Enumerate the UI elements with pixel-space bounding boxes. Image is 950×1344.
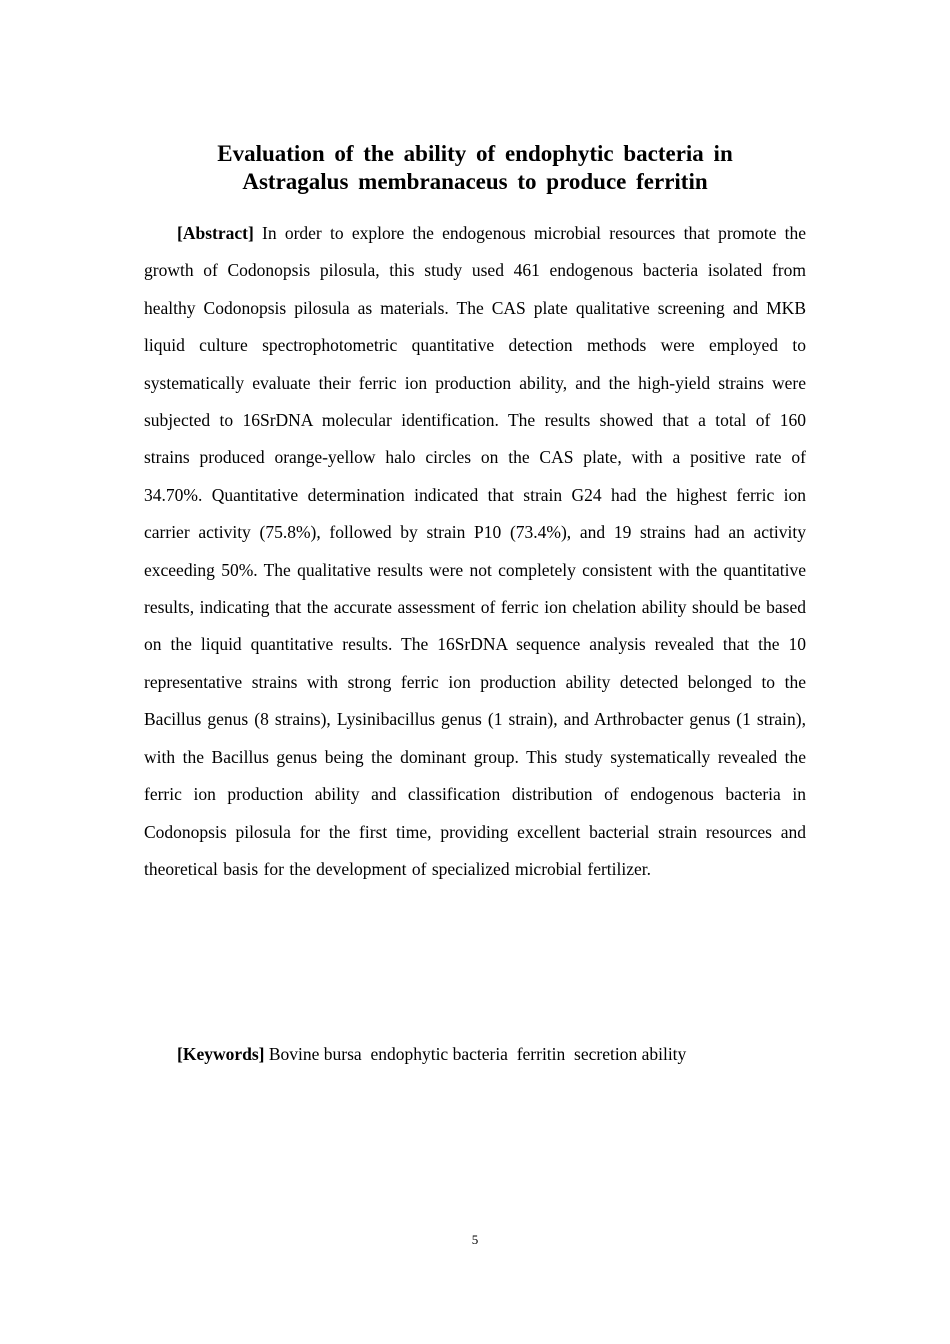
title-line-2: Astragalus membranaceus to produce ferritin: [242, 169, 708, 194]
keywords-text: Bovine bursa endophytic bacteria ferritin secretion ability: [268, 1044, 687, 1064]
title-line-1: Evaluation of the ability of endophytic bacteria in: [217, 141, 733, 166]
keywords-paragraph: [177, 1040, 806, 1068]
page-number: 5: [471, 1232, 479, 1247]
keywords-label: [Keywords]: [177, 1044, 265, 1064]
paper-title: [144, 140, 806, 196]
abstract-label: [Abstract]: [177, 223, 254, 243]
abstract-text: In order to explore the endogenous microbial resources that promote the growth of Codonopsis pilosula, this study used 461 endogenous bacteria isolated from healthy Codonopsis pilosula as materials. The CAS plate qualitative screening and MKB liquid culture spectrophotometric quantitative detection methods were employed to systematically evaluate their ferric ion production ability, and the high-yield strains were subjected to 16SrDNA molecular identification. The results showed that a total of 160 strains produced orange-yellow halo circles on the CAS plate, with a positive rate of 34.70%. Quantitative determination indicated that strain G24 had the highest ferric ion carrier activity (75.8%), followed by strain P10 (73.4%), and 19 strains had an activity exceeding 50%. The qualitative results were not completely consistent with the quantitative results, indicating that the accurate assessment of ferric ion chelation ability should be based on the liquid quantitative results. The 16SrDNA sequence analysis revealed that the 10 representative strains with strong ferric ion production ability detected belonged to the Bacillus genus (8 strains), Lysinibacillus genus (1 strain), and Arthrobacter genus (1 strain), with the Bacillus genus being the dominant group. This study systematically revealed the ferric ion production ability and classification distribution of endogenous bacteria in Codonopsis pilosula for the first time, providing excellent bacterial strain resources and theoretical basis for the development of specialized microbial fertilizer.: [144, 223, 806, 879]
abstract-paragraph: [144, 215, 806, 888]
